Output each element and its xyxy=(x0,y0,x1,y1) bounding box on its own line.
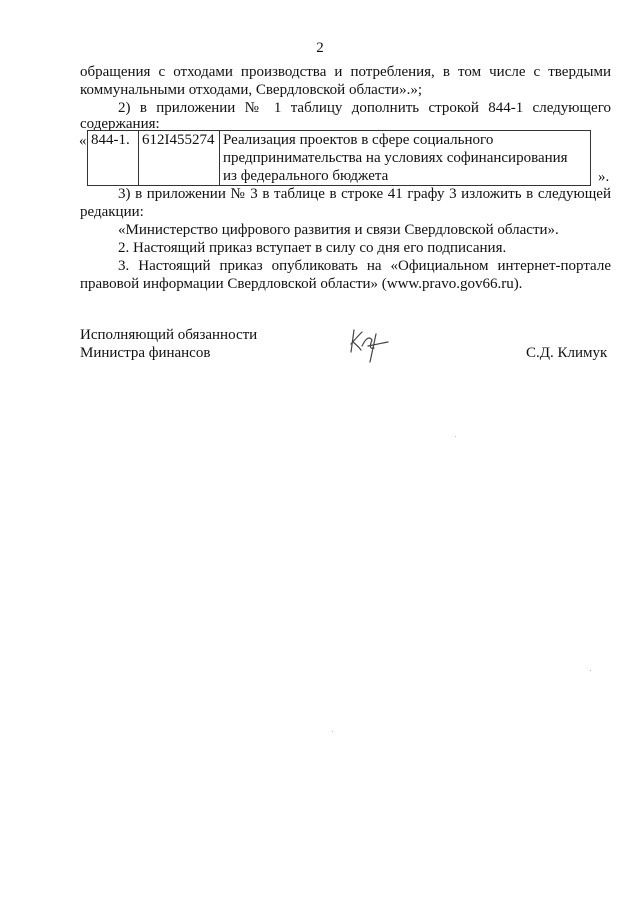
paragraph-1-line-1: обращения с отходами производства и потребления, в том числе с твердыми xyxy=(80,64,611,80)
scan-speck xyxy=(590,670,591,671)
paragraph-6-line-2: правовой информации Свердловской области» (www.pravo.gov66.ru). xyxy=(80,276,523,292)
inserted-table xyxy=(87,130,591,186)
scan-speck xyxy=(455,436,456,437)
signatory-name: С.Д. Климук xyxy=(526,345,608,361)
signatory-title-line-2: Министра финансов xyxy=(80,345,211,361)
paragraph-2-line-1: 2) в приложении № 1 таблицу дополнить строкой 844-1 следующего xyxy=(118,100,611,116)
paragraph-4: «Министерство цифрового развития и связи Свердловской области». xyxy=(118,222,559,238)
table-cell-name-line: из федерального бюджета xyxy=(223,168,389,184)
paragraph-5: 2. Настоящий приказ вступает в силу со дня его подписания. xyxy=(118,240,507,256)
table-cell-name-line: Реализация проектов в сфере социального xyxy=(223,132,494,148)
paragraph-1-line-2: коммунальными отходами, Свердловской области».»; xyxy=(80,82,422,98)
paragraph-6-line-1: 3. Настоящий приказ опубликовать на «Официальном интернет-портале xyxy=(118,258,611,274)
table-cell-name-line: предпринимательства на условиях софинансирования xyxy=(223,150,568,166)
paragraph-2-line-2: содержания: xyxy=(80,116,160,132)
table-row xyxy=(88,131,591,186)
paragraph-3-line-2: редакции: xyxy=(80,204,144,220)
table-cell-number: 844-1. xyxy=(88,131,139,186)
table-cell-code: 612I455274 xyxy=(139,131,220,186)
signatory-title-line-1: Исполняющий обязанности xyxy=(80,327,258,343)
table-cell-name xyxy=(220,131,591,186)
paragraph-3-line-1: 3) в приложении № 3 в таблице в строке 41 графу 3 изложить в следующей xyxy=(118,186,611,202)
table-close-quote: ». xyxy=(598,169,610,185)
table-open-quote: « xyxy=(79,133,87,149)
handwritten-signature xyxy=(344,326,404,366)
page-number: 2 xyxy=(316,40,324,56)
scan-speck xyxy=(332,731,333,732)
